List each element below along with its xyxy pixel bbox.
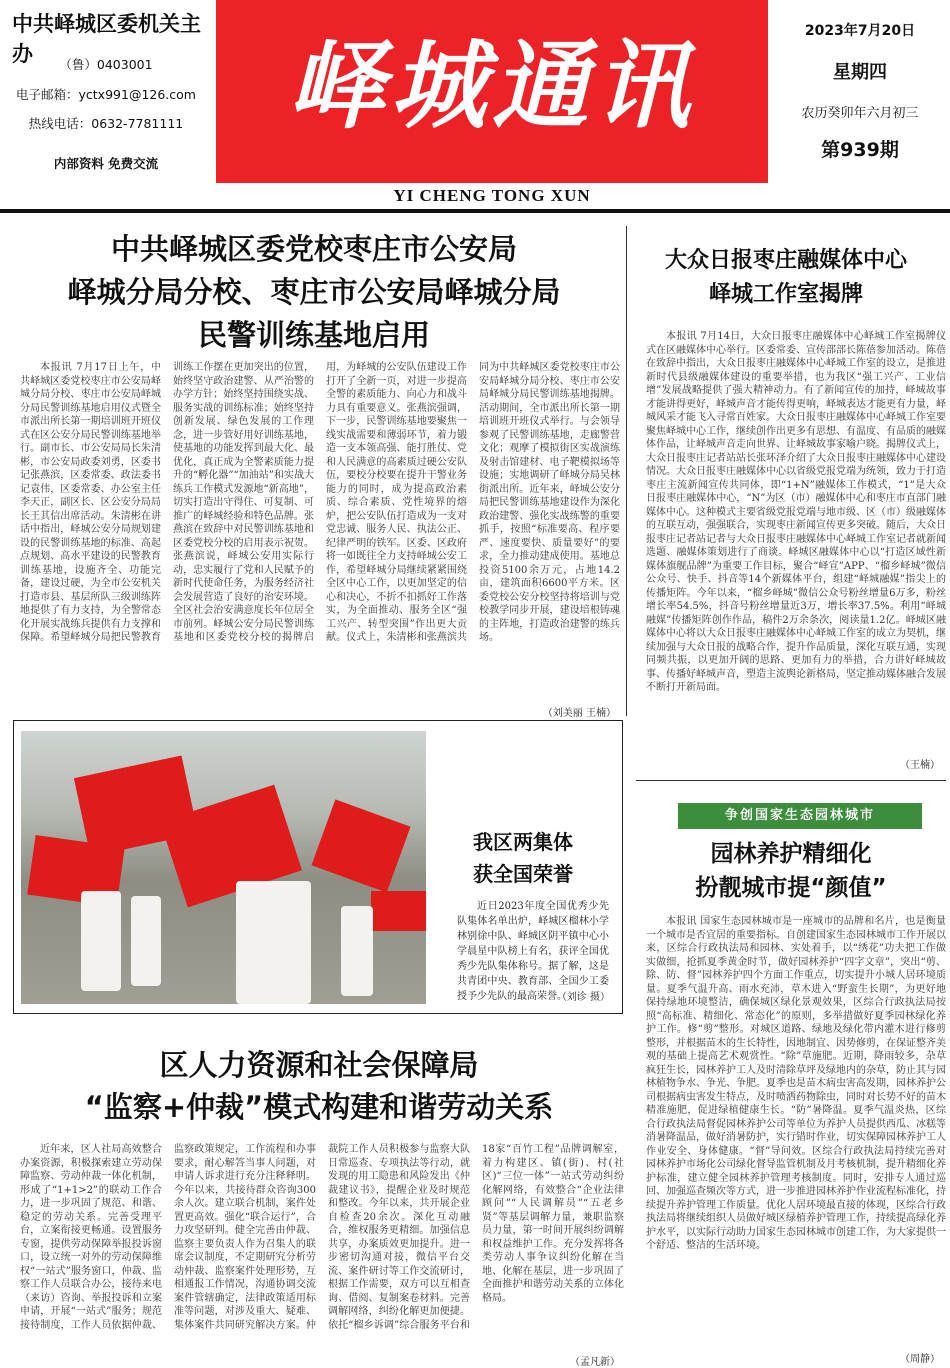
lead-headline <box>10 228 618 357</box>
right-top-headline-line: 大众日报枣庄融媒体中心 <box>664 248 907 273</box>
right-bottom-headline-line: 园林养护精细化 <box>710 841 872 867</box>
lead-byline: （刘美丽 王楠） <box>542 708 616 719</box>
weekday: 星期四 <box>833 62 887 83</box>
campaign-banner: 争创国家生态园林城市 <box>678 803 922 829</box>
lead-headline-line: 民警训练基地启用 <box>197 318 430 352</box>
section-divider <box>636 780 946 781</box>
issue-number: 第939期 <box>821 139 899 161</box>
bottom-body-text: 近年来，区人社局高效整合办案资源，积极探索建立劳动保障监察、劳动仲裁一体化机制，形成了“1+1>2”的联动工作合力，进一步巩固了规范、和谐、稳定的劳动关系。完善受理平台，立案衔接更畅通。设置服务专窗，提供劳动保障举报投诉窗口，设立统一对外的劳动保障维权“一站式”服务窗口，仲裁、监察工作人员联合办公，接待来电（来访）咨询、举报投诉和立案申请，开展“一站式”服务；规范接待制度，工作人员依据仲裁、监察政策规定，工作流程和办事要求，耐心解答当事人问题，对申请人诉求进行充分注释释明。今年以来，共接待群众咨询300余人次。建立联合机制，案件处置更高效。强化“联合运行”，合力攻坚研判。健全完善由仲裁、监察主要负责人作为召集人的联席会议制度，不定期研究分析劳动仲裁、监察案件处理形势，互相通报工作情况，沟通协调交流案件管辖确定，法律政策适用标准等问题，对涉及重大、疑难、集体案件共同研究解决方案。仲裁院工作人员积极参与监察大队日常巡查、专项执法等行动，就发现的用工隐患和风险发出《仲裁建议书》，提醒企业及时规范和整改。今年以来，共开展企业自检查20余次。深化互动融合，维权服务更精细。加强信息共享，办案质效更加提升。进一步密切沟通对接，微信平台交流、案件研讨等工作交流研讨，根据工作需要，双方可以互相查询、借阅、复制案卷材料。完善调解网络，纠纷化解更加便捷。依托“榴乡诉调”综合服务平台和18家“百竹工程”品牌调解室，着力构建区、镇(街)、村(社区)“三位一体”一站式劳动纠纷化解网络，有效整合“企业法律顾问”“人民调解员”“五老乡贤”等基层调解力量，兼职监察员力量，第一时间开展纠纷调解和权益维护工作。充分发挥将各类劳动人事争议纠纷化解在当地、化解在基层，进一步巩固了全面推护和谐劳动关系的立体化格局。 <box>20 1144 624 1331</box>
issue-date: 2023年7月20日 <box>804 23 916 39</box>
bottom-headline-line: “监察+仲裁”模式构建和谐劳动关系 <box>84 1090 554 1124</box>
student-figure <box>236 881 311 1004</box>
right-bottom-byline: （周静） <box>900 1354 940 1365</box>
student-figure <box>341 906 373 996</box>
right-top-headline <box>636 244 936 312</box>
sponsor-org: 中共峄城区委机关主办 <box>12 12 201 66</box>
header-rule <box>0 209 950 213</box>
bottom-headline <box>14 1044 624 1128</box>
photo-title-line: 我区两集体 <box>473 830 573 854</box>
news-photo <box>21 731 426 1004</box>
bottom-byline: （孟凡新） <box>570 1357 620 1368</box>
lead-body-text: 本报讯 7月17日上午，中共峄城区委党校枣庄市公安局峄城分局分校、枣庄市公安局峄城分局民警训练基地启用仪式暨全市派出所长第一期培训班开班仪式在区公安分局民警训练基地举行。副市长、市公安局局长朱清彬，市公安局政委刘勇，区委书记张燕滨，区委常委、政法委书记袁伟，区委常委、办公室主任李天正，副区长、区公安分局局长王其信出席活动。朱清彬在讲话中指出，峄城公安分局规划建设的民警训练基地的标准、高起点规划、高水平建设的民警教育训练基地，设施齐全、功能完备，建设过硬，为全市公安机关打造市县、基层所队三级训练阵地提供了有力支持，为全警常态化开展实战练兵提供有力支撑和保障。希望峄城分局把民警教育训练工作摆在更加突出的位置，始终坚守政治建警、从严治警的办学方针；始终坚持围绕实战、服务实战的训练标准；始终坚持创新发展、绿色发展的工作理念，进一步管好用好训练基地，使基地的功能发挥到最大化、最优化，真正成为全警素质能力提升的“孵化器”“加油站”和实战大练兵工作模式发源地“新高地”，切实打造出守得住、可复制、可推广的峄城经验和特色品牌。张燕滨在致辞中对民警训练基地和区委党校分校的启用表示祝贺。张燕滨说，峄城公安用实际行动，忠实履行了党和人民赋予的新时代使命任务，为服务经济社会发展营造了良好的治安环境。全区社会治安满意度长年位居全市前列。峄城公安分局民警训练基地和区委党校分校的揭牌启用，为峄城的公安队伍建设工作打开了全新一页，对进一步提高全警的素质能力、向心力和战斗力具有重要意义。张燕滨强调，下一步，民警训练基地要聚焦一线实战需要和薄弱环节，着力锻造一支本领高强、能打胜仗、党和人民满意的高素质过硬公安队伍，要校分校要在提升干警业务能力的同时，成为提高政治素质、综合素质、党性境界的熔炉，把公安队伍打造成为一支对党忠诚、服务人民、执法公正、纪律严明的铁军。区委、区政府将一如既往全力支持峄城公安工作，希望峄城分局继续紧紧围绕全区中心工作，以更加坚定的信心和决心，不折不扣抓好工作落实，为全面推动、服务全区“强工兴产、转型突围”作出更大贡献。仪式上，朱清彬和张燕滨共同为中共峄城区委党校枣庄市公安局峄城分局分校、枣庄市公安局峄城分局民警训练基地揭牌。活动期间，全市派出所长第一期培训班开班仪式举行。与会领导参观了民警训练基地，走廊警营文化；观摩了模拟街区实战演练及射击馆建材、电子靶模拟场等设施；实地调研了峄城分局吴林街派出所。近年来，峄城公安分局把民警训练基地建设作为深化政治建警、强化实战练警的重要抓手，按照“标准要高、程序要严、速度要快、质量要好”的要求，全力推动建成使用。基地总投资5100余万元，占地14.2亩，建筑面积6600平方米。区委党校公安分校坚持将培训与党校教学同步开展，建设培根铸魂的主阵地，打造政治建警的练兵场。 <box>20 362 620 643</box>
masthead-pinyin: YI CHENG TONG XUN <box>393 186 591 205</box>
hotline: 热线电话：0632-7781111 <box>28 116 184 131</box>
header-left <box>0 0 212 182</box>
masthead <box>216 0 768 183</box>
email: 电子邮箱：yctx991@126.com <box>16 87 196 102</box>
right-bottom-body-text: 本报讯 国家生态园林城市是一座城市的品牌和名片，也是衡量一个城市是否宜居的重要指标。自创建国家生态园林城市工作开展以来，区综合行政执法局和园林、实处着手，以“绣花”功夫把工作做实做细，抢抓夏季黄金时节，做好园林养护“四字文章”，突出“剪、除、防、督”园林养护四个方面工作重点，切实提升小城人居环境质量。夏季气温升高、雨水充沛，草木进入“野蛮生长期”，为更好地保持绿地环境整洁，确保城区绿化景观效果，区综合行政执法局按照“高标准、精细化、常态化”的原则，多举措做好夏季园林绿化养护工作。修“剪”整形。对城区道路、绿地及绿化带内灌木进行修剪整形，并根据苗木的生长特性，因地制宜、因势修剪，在保证整齐美观的基础上提高艺术观赏性。“除”草施肥。近期，降雨较多，杂草疯狂生长，园林养护工人及时清除草坪及绿地内的杂草，防止其与园林植物争水、争光、争肥。夏季也是苗木病虫害高发期，园林养护公司根据病虫害发生特点，及时喷洒药物除虫，同时对长势不好的苗木精准施肥，促进绿植健康生长。“防”暑降温。夏季气温炎热，区综合行政执法局督促园林养护公司等单位为养护人员提供西瓜、冰糕等消暑降温品，做好消暑防护，实行错时作业，切实保障园林养护工人作业安全、身体健康。“督”导问效。区综合行政执法局持续完善对园林养护市场化公司绿化督导监管机制及月考核机制，提升精细化养护标准，建立健全园林养护管理考核制度。同时，安排专人通过巡回、加强巡查频次等方式，进一步推进园林养护作业流程标准化，持续提升养护管理工作质量。优化人居环境最直接的体现，区综合行政执法局将继续组织人员做好城区绿植养护管理工作，持续提高绿化养护水平，以实际行动助力国家生态园林城市创建工作，为大家提供一个舒适、整洁的生活环境。 <box>646 916 946 1251</box>
student-figure <box>81 891 121 991</box>
distribution-note: 内部资料 免费交流 <box>53 156 159 171</box>
registration-code: （鲁）0403001 <box>59 57 153 72</box>
column-divider <box>626 226 627 716</box>
right-bottom-headline <box>636 837 946 905</box>
right-bottom-headline-line: 扮靓城市提“颜值” <box>695 875 887 901</box>
red-flag <box>371 891 426 931</box>
bottom-body <box>20 1143 624 1355</box>
photo-byline: （刘诊 摄） <box>556 992 610 1003</box>
bottom-headline-line: 区人力资源和社会保障局 <box>159 1048 479 1082</box>
right-top-body <box>646 330 946 754</box>
right-top-headline-line: 峄城工作室揭牌 <box>708 282 863 307</box>
right-top-byline: （王楠） <box>900 760 940 771</box>
masthead-title: 峄城通讯 <box>288 29 696 142</box>
photo-title-line: 获全国荣誉 <box>473 862 573 886</box>
student-figure <box>131 896 161 986</box>
right-top-body-text: 本报讯 7月14日，大众日报枣庄融媒体中心峄城工作室揭牌仪式在区融媒体中心举行。区委常委、宣传部部长陈蓓参加活动。陈蓓在致辞中指出，大众日报枣庄融媒体中心峄城工作室的设立，是推进新时代县级融媒体建设的重要举措，也为我区“强工兴产、工业信增”发展战略提供了强大精神动力。有了新闻宣传的加持，峄城故事才能讲得更好，峄城声音才能传得更响，峄城表达才能更有力量，峄城风采才能飞入寻常百姓家。大众日报枣庄融媒体中心峄城工作室要聚焦峄城中心工作，继续创作出更多有思想、有温度、有品质的融媒体作品，让峄城声音走向世界、让峄城故事家喻户晓。揭牌仪式上，大众日报枣庄记者站站长张环泽介绍了大众日报枣庄融媒体中心建设情况。大众日报枣庄融媒体中心以省级党报党端为统领，致力于打造枣庄主流新闻宣传共同体，即“1+N”融媒体工作模式，“1”是大众日报枣庄融媒体中心，“N”为区（市）融媒体中心和枣庄市直部门融媒体中心。这种模式主要省级党报党端与地市级、区（市）级融媒体的互联互动，强强联合，实现枣庄新闻宣传更多突破。随后，大众日报枣庄记者站记者与大众日报枣庄融媒体中心峄城工作室记者就新闻选题、融媒体策划进行了商谈。峄城区融媒体中心以“打造区域性新媒体旗舰品牌”为重要工作目标，聚合“峄宣”APP、“榴乡峄城”微信公众号、快手、抖音等14个新媒体平台，组建“峄城融媒”指尖上的传播矩阵。今年以来，“榴乡峄城”微信公众号粉丝增量6万多，粉丝增长率54.5%，抖音号粉丝增量近3万，增长率37.5%。利用“峄城融媒”传播矩阵创作作品，稿件2万余条次，阅读量1.2亿。峄城区融媒体中心将以大众日报枣庄融媒体中心峄城工作室的成立为契机，继续加强与大众日报的战略合作，提升作品质量，深化互联互通，实现同频共振，以更加开阔的思路、更加有力的举措，合力讲好峄城故事、传播好峄城声音，塑造主流舆论新格局，坚定推动媒体融合发展不断打开新局面。 <box>646 331 946 693</box>
lead-body <box>20 361 620 704</box>
red-flag <box>311 799 410 892</box>
lead-headline-line: 中共峄城区委党校枣庄市公安局 <box>110 232 517 266</box>
lunar-date: 农历癸卯年六月初三 <box>801 106 919 121</box>
right-bottom-body <box>646 915 946 1348</box>
header-right <box>770 0 950 182</box>
photo-caption: 近日2023年度全国优秀少先队集体名单出炉，峄城区榴林小学林别徐中队、峄城区阴平镇中心小学晨星中队榜上有名，获评全国优秀少先队集体称号。据了解，这是共青团中央、教育部、全国少工委授予少先队的最高荣誉。 <box>457 901 609 1002</box>
lead-headline-line: 峄城分局分校、枣庄市公安局峄城分局 <box>67 275 561 309</box>
photo-title <box>438 826 608 890</box>
